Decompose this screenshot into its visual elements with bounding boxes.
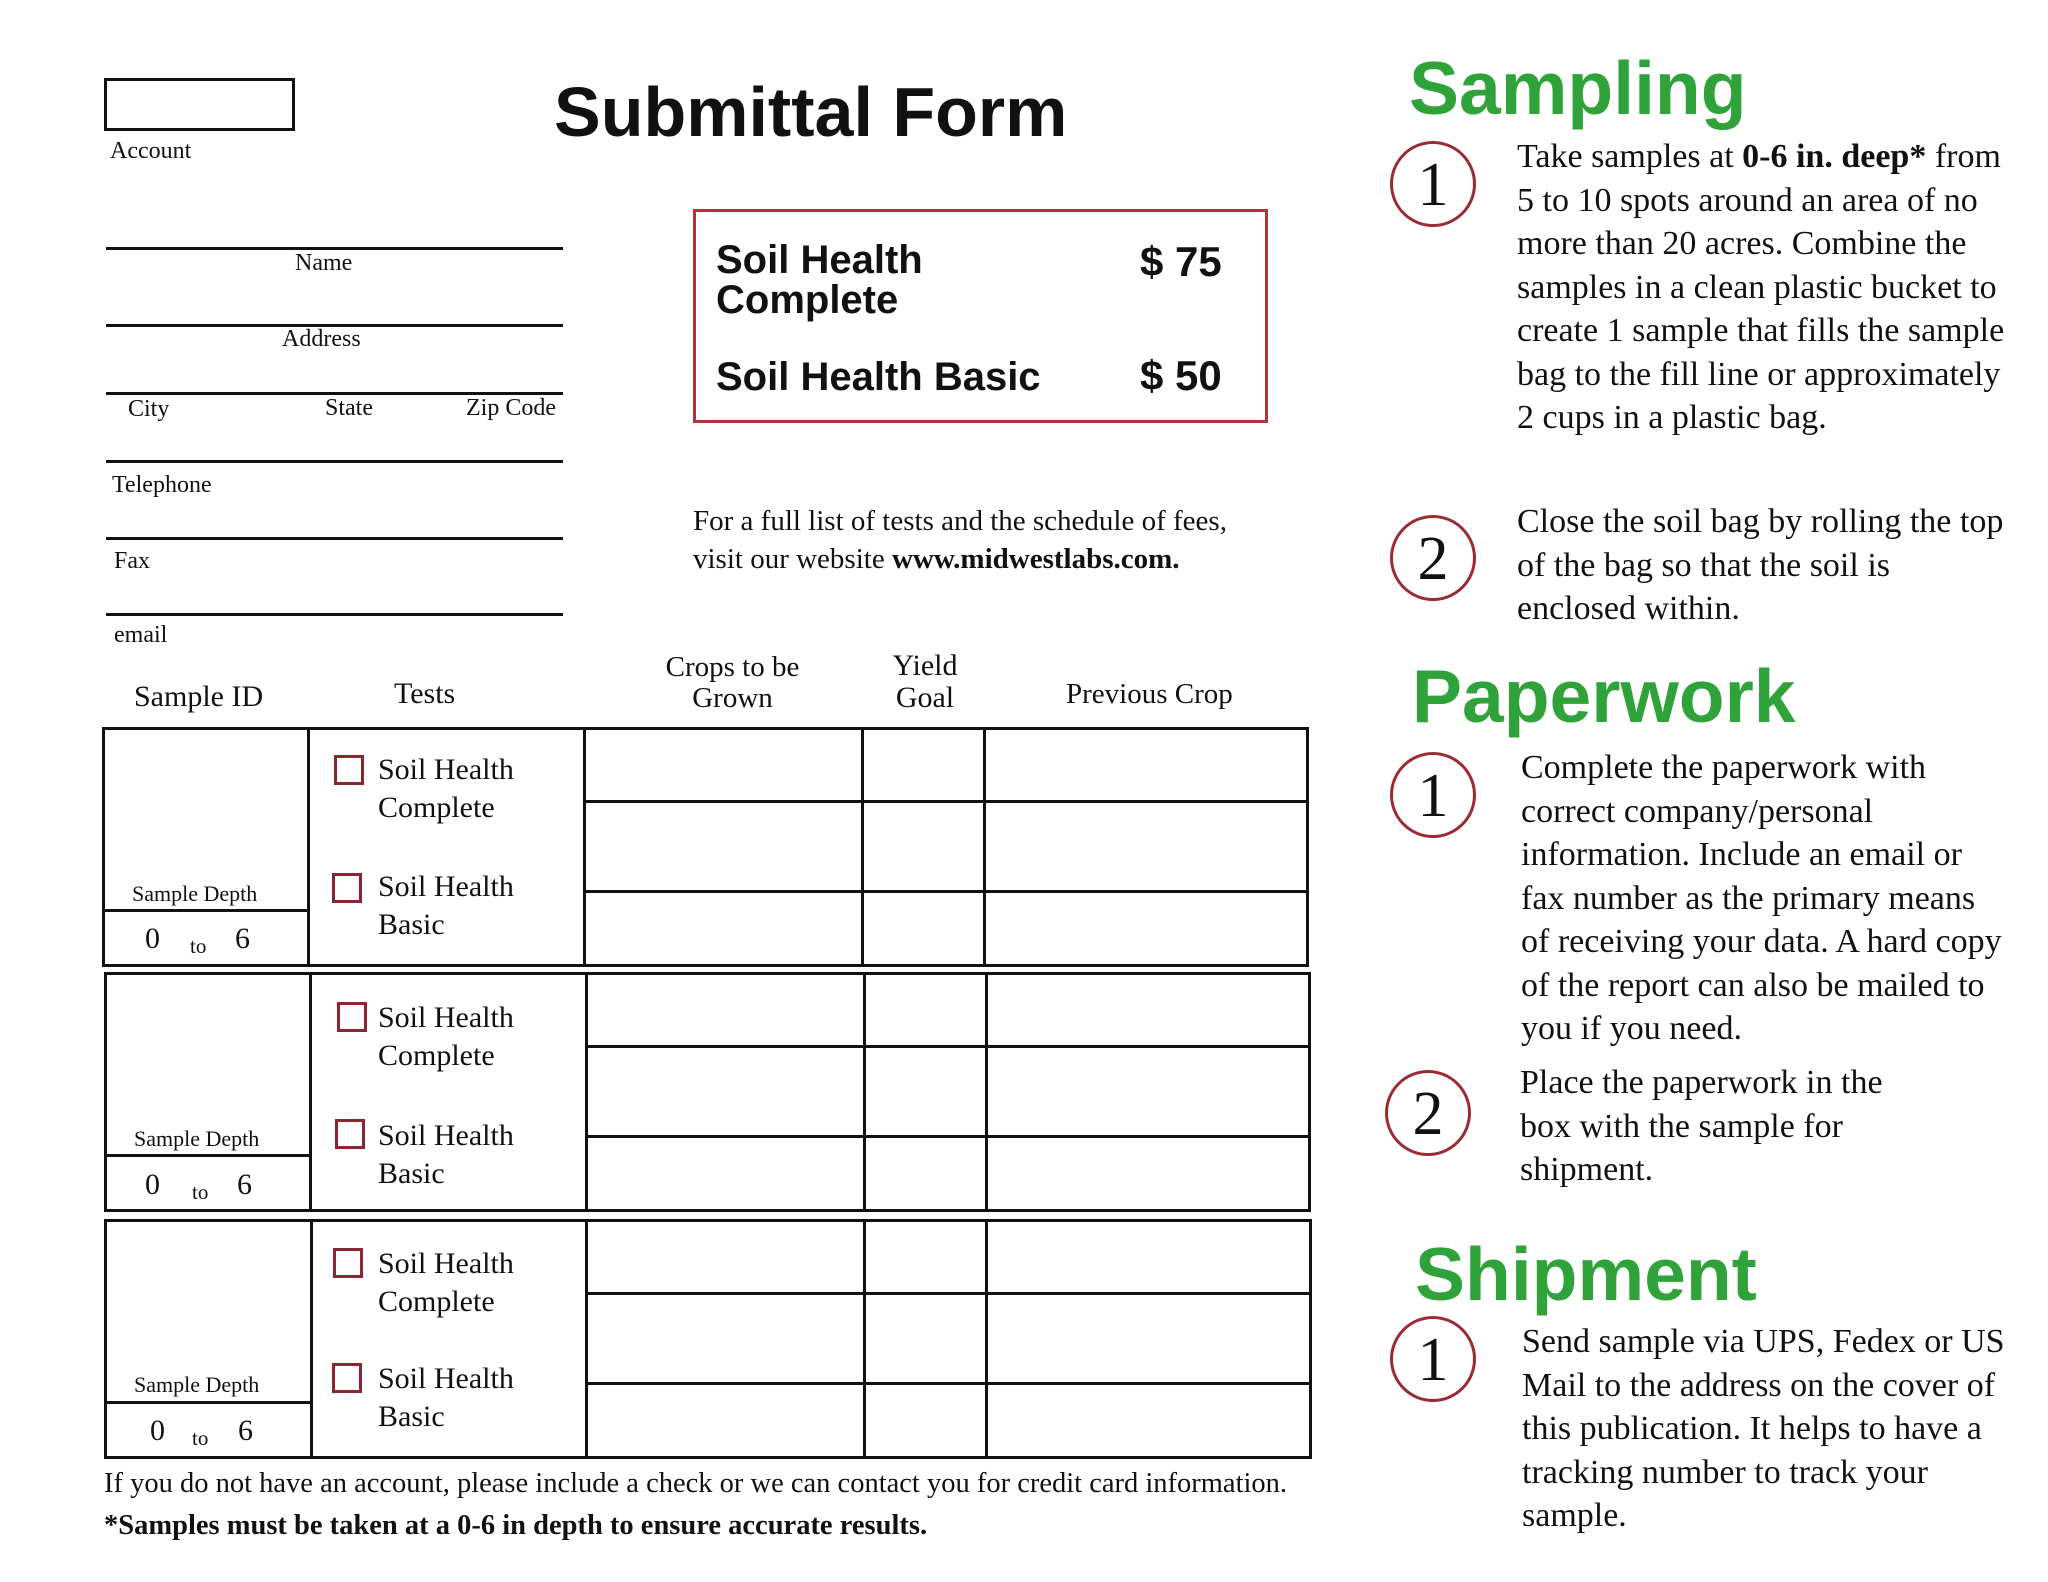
account-note: If you do not have an account, please include a check or we can contact you for credit card information. xyxy=(104,1468,1288,1499)
sample-depth-divider xyxy=(104,1401,313,1404)
website-link[interactable]: www.midwestlabs.com. xyxy=(891,543,1180,575)
section-title-sampling: Sampling xyxy=(1409,46,1747,130)
test-option-label: Soil Health Basic xyxy=(378,870,514,941)
telephone-label: Telephone xyxy=(112,472,212,498)
sample-row xyxy=(104,1219,313,1459)
email-line[interactable] xyxy=(106,613,563,616)
step-text-rest: from 5 to 10 spots around an area of no more than 20 acres. Combine the samples in a clean plastic bucket to create 1 sample that fills the sample bag to the fill line or approximately 2 cups in a plastic bag. xyxy=(1517,138,2005,436)
fees-note-prefix: visit our website xyxy=(693,543,892,575)
col-divider xyxy=(861,727,864,967)
checkbox-soil-health-complete[interactable] xyxy=(337,1002,367,1032)
sample-row xyxy=(104,972,312,1212)
price-item-name: Soil Health Basic xyxy=(716,355,1041,399)
checkbox-soil-health-complete[interactable] xyxy=(333,1248,363,1278)
col-divider xyxy=(985,1219,988,1459)
entry-grid xyxy=(585,1219,1312,1459)
depth-to: 6 xyxy=(238,1414,253,1447)
shipment-step-1: Send sample via UPS, Fedex or US Mail to the address on the cover of this publication. It helps to have a tracking number to track your sample. xyxy=(1522,1323,2005,1534)
entry-grid xyxy=(583,727,1309,967)
depth-to-word: to xyxy=(190,934,207,958)
sample-depth-label: Sample Depth xyxy=(132,881,258,906)
test-option-label: Soil Health Complete xyxy=(378,753,514,824)
depth-to-word: to xyxy=(192,1426,209,1450)
row-divider xyxy=(585,1045,1311,1048)
paperwork-step-2: Place the paperwork in the box with the sample for shipment. xyxy=(1520,1064,1883,1188)
sampling-step-1 xyxy=(1517,135,2012,440)
price-item-name: Soil Health Complete xyxy=(716,238,923,322)
row-divider xyxy=(585,1135,1311,1138)
fees-note xyxy=(693,502,1227,578)
sample-depth-divider xyxy=(102,909,310,912)
row-divider xyxy=(585,1292,1312,1295)
checkbox-soil-health-basic[interactable] xyxy=(335,1119,365,1149)
zip-label: Zip Code xyxy=(466,395,556,421)
step-number: 1 xyxy=(1390,752,1476,838)
row-divider xyxy=(585,1382,1312,1385)
telephone-line[interactable] xyxy=(106,460,563,463)
state-label: State xyxy=(325,395,373,421)
page-title: Submittal Form xyxy=(554,73,1068,151)
step-number: 2 xyxy=(1385,1070,1471,1156)
section-title-shipment: Shipment xyxy=(1415,1232,1757,1316)
email-label: email xyxy=(114,622,168,648)
test-option-label: Soil Health Complete xyxy=(378,1247,514,1318)
step-number: 1 xyxy=(1390,1316,1476,1402)
name-label: Name xyxy=(295,250,353,276)
sampling-step-2: Close the soil bag by rolling the top of the bag so that the soil is enclosed within. xyxy=(1517,503,2004,627)
sample-depth-label: Sample Depth xyxy=(134,1372,260,1397)
test-option-label: Soil Health Complete xyxy=(378,1001,514,1072)
fees-note-line: For a full list of tests and the schedule of fees, xyxy=(693,505,1227,537)
depth-from: 0 xyxy=(145,922,160,955)
col-divider xyxy=(983,727,986,967)
paperwork-step-1: Complete the paperwork with correct company/personal information. Include an email or fax number as the primary means of receiving your data. A hard copy of the report can also be mailed to you if you need. xyxy=(1521,749,2002,1047)
header-previous-crop: Previous Crop xyxy=(1066,678,1233,710)
header-crops: Crops to be Grown xyxy=(665,651,800,714)
header-yield: Yield Goal xyxy=(892,649,958,714)
section-title-paperwork: Paperwork xyxy=(1412,654,1796,738)
step-text-lead: Take samples at xyxy=(1517,138,1743,175)
price-item-value: $ 50 xyxy=(1140,352,1222,399)
city-label: City xyxy=(128,396,170,422)
fax-line[interactable] xyxy=(106,537,563,540)
fees-note-line xyxy=(693,540,1227,578)
col-divider xyxy=(985,972,988,1212)
account-field[interactable] xyxy=(104,78,295,131)
depth-to: 6 xyxy=(235,922,250,955)
checkbox-soil-health-basic[interactable] xyxy=(332,873,362,903)
depth-to-word: to xyxy=(192,1180,209,1204)
sample-depth-label: Sample Depth xyxy=(134,1126,260,1151)
depth-to: 6 xyxy=(237,1168,252,1201)
row-divider xyxy=(583,890,1309,893)
sample-depth-divider xyxy=(104,1154,312,1157)
step-number: 1 xyxy=(1390,141,1476,227)
step-number: 2 xyxy=(1390,515,1476,601)
checkbox-soil-health-basic[interactable] xyxy=(332,1363,362,1393)
header-sample-id: Sample ID xyxy=(134,680,264,713)
col-divider xyxy=(863,1219,866,1459)
price-item-value: $ 75 xyxy=(1140,238,1222,285)
depth-from: 0 xyxy=(150,1414,165,1447)
test-option-label: Soil Health Basic xyxy=(378,1119,514,1190)
entry-grid xyxy=(585,972,1311,1212)
col-divider xyxy=(863,972,866,1212)
depth-note: *Samples must be taken at a 0-6 in depth to ensure accurate results. xyxy=(104,1510,928,1541)
row-divider xyxy=(583,800,1309,803)
depth-from: 0 xyxy=(145,1168,160,1201)
step-text-bold: 0-6 in. deep* xyxy=(1742,138,1927,175)
test-option-label: Soil Health Basic xyxy=(378,1362,514,1433)
sample-row xyxy=(102,727,310,967)
header-tests: Tests xyxy=(394,677,456,710)
fax-label: Fax xyxy=(114,548,150,574)
address-label: Address xyxy=(282,326,361,352)
checkbox-soil-health-complete[interactable] xyxy=(334,755,364,785)
account-label: Account xyxy=(110,138,192,164)
